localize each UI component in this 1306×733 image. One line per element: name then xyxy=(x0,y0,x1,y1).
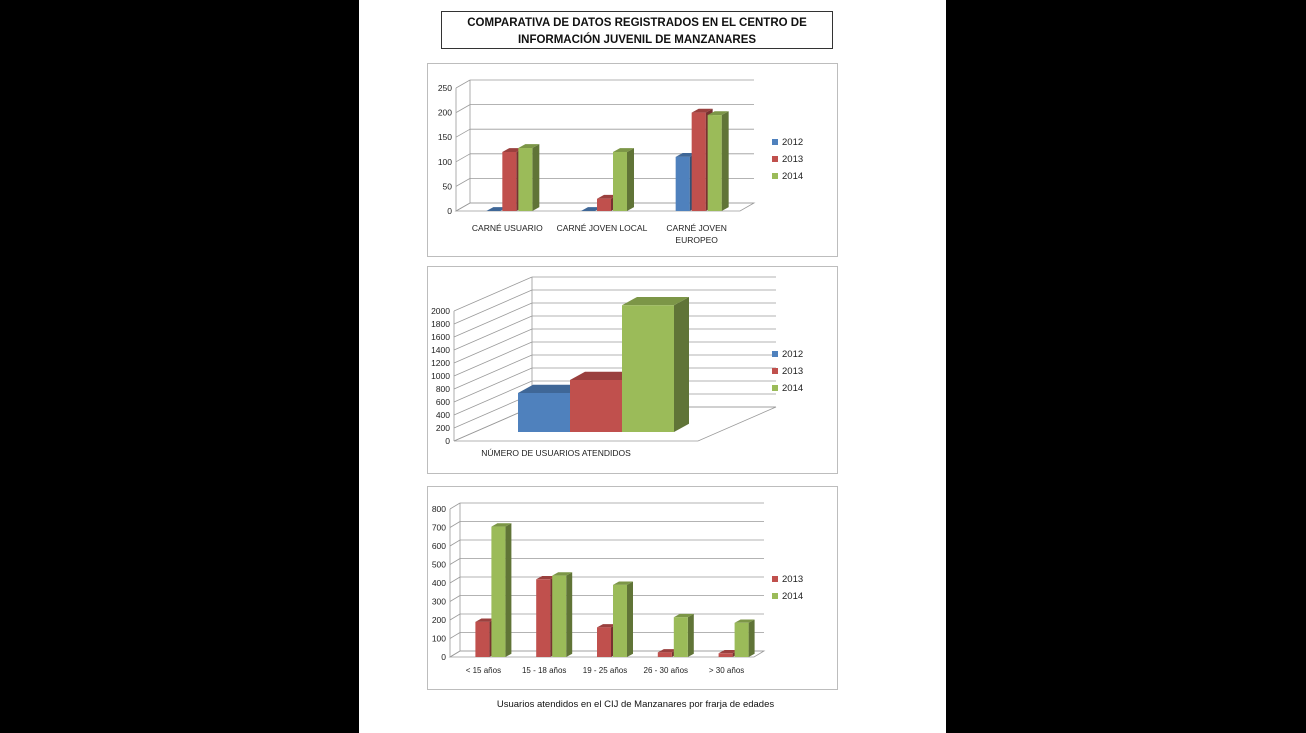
gridline-side xyxy=(450,633,460,639)
gridline-side xyxy=(450,503,460,509)
page-title xyxy=(441,11,833,49)
gridline-side xyxy=(456,105,470,113)
y-tick-label: 1400 xyxy=(431,345,450,355)
y-tick-label: 0 xyxy=(445,436,450,446)
y-tick-label: 200 xyxy=(431,615,446,625)
y-tick-label: 1800 xyxy=(431,319,450,329)
bar-side xyxy=(532,144,539,211)
y-tick-label: 600 xyxy=(435,397,450,407)
bar-front xyxy=(491,527,505,657)
gridline-side xyxy=(450,614,460,620)
bar-front xyxy=(708,115,722,211)
bar-side xyxy=(566,572,572,657)
y-tick-label: 100 xyxy=(437,156,452,167)
chart-age-groups xyxy=(427,486,838,690)
legend-swatch xyxy=(772,351,778,357)
legend-label: 2013 xyxy=(782,154,804,165)
bar xyxy=(613,148,634,211)
category-label: EUROPEO xyxy=(675,235,718,245)
gridline-side xyxy=(454,355,532,389)
y-tick-label: 400 xyxy=(435,410,450,420)
category-label: NÚMERO DE USUARIOS ATENDIDOS xyxy=(481,448,631,458)
y-tick-label: 300 xyxy=(431,596,446,607)
legend-swatch xyxy=(772,576,778,582)
y-tick-label: 700 xyxy=(431,522,446,533)
chart-carne-types xyxy=(427,63,838,257)
gridline-side xyxy=(454,329,532,363)
category-label: CARNÉ JOVEN LOCAL xyxy=(556,223,648,233)
bar-side xyxy=(627,148,634,211)
category-label: 26 - 30 años xyxy=(643,666,689,675)
legend-swatch xyxy=(772,593,778,599)
document-page xyxy=(359,0,946,733)
y-tick-label: 600 xyxy=(431,541,446,551)
y-tick-label: 500 xyxy=(431,559,446,570)
bar xyxy=(735,619,755,657)
y-tick-label: 1200 xyxy=(431,358,450,368)
bar-front xyxy=(622,305,674,432)
gridline-side xyxy=(456,80,470,88)
y-tick-label: 200 xyxy=(437,107,452,118)
y-tick-label: 800 xyxy=(435,384,450,394)
gridline-side xyxy=(456,129,470,137)
bar xyxy=(613,582,633,657)
category-label: 15 - 18 años xyxy=(521,666,567,675)
bar-side xyxy=(722,111,729,211)
legend-swatch xyxy=(772,156,778,162)
bar-front xyxy=(658,652,672,657)
gridline-side xyxy=(450,559,460,565)
y-tick-label: 800 xyxy=(431,504,446,514)
gridline-side xyxy=(450,577,460,583)
chart-carne-types-svg xyxy=(428,64,839,258)
bar xyxy=(518,144,539,211)
category-label: 19 - 25 años xyxy=(582,666,628,675)
gridline-side xyxy=(450,540,460,546)
bar-front xyxy=(570,380,622,432)
y-tick-label: 250 xyxy=(437,83,452,93)
bar-front xyxy=(597,199,611,211)
bar-front xyxy=(597,627,611,657)
y-tick-label: 2000 xyxy=(431,306,450,316)
bar-side xyxy=(674,297,689,432)
legend-swatch xyxy=(772,173,778,179)
bar-side xyxy=(627,582,633,657)
chart-users-attended-svg xyxy=(428,267,839,475)
chart-users-attended xyxy=(427,266,838,474)
chart-age-groups-svg xyxy=(428,487,839,691)
legend-label: 2014 xyxy=(782,383,804,394)
bar-front xyxy=(536,579,550,657)
y-tick-label: 1600 xyxy=(431,332,450,342)
bar-front xyxy=(518,393,570,432)
legend-label: 2012 xyxy=(782,349,804,360)
bar-front xyxy=(613,152,627,211)
bar-front xyxy=(735,623,749,657)
legend-label: 2013 xyxy=(782,366,804,377)
gridline-side xyxy=(454,290,532,324)
gridline-side xyxy=(456,154,470,162)
bar xyxy=(491,523,511,657)
gridline-side xyxy=(454,277,532,311)
y-tick-label: 0 xyxy=(441,652,446,662)
legend-swatch xyxy=(772,368,778,374)
y-tick-label: 200 xyxy=(435,423,450,433)
legend-label: 2013 xyxy=(782,574,804,585)
category-label: > 30 años xyxy=(708,666,745,675)
bar-front xyxy=(475,622,489,657)
bar xyxy=(674,614,694,657)
bar-front xyxy=(676,157,690,211)
bar-front xyxy=(613,585,627,657)
chart-caption: Usuarios atendidos en el CIJ de Manzanares por frarja de edades xyxy=(496,699,775,710)
legend-label: 2014 xyxy=(782,591,804,602)
category-label: CARNÉ USUARIO xyxy=(471,223,543,233)
y-tick-label: 400 xyxy=(431,578,446,588)
gridline-side xyxy=(450,522,460,528)
bar-front xyxy=(502,152,516,211)
category-label: CARNÉ JOVEN xyxy=(666,223,727,233)
gridline-side xyxy=(454,303,532,337)
gridline-side xyxy=(450,596,460,602)
legend-swatch xyxy=(772,385,778,391)
y-tick-label: 1000 xyxy=(431,371,450,381)
bar xyxy=(552,572,572,657)
page-title-line-2: INFORMACIÓN JUVENIL DE MANZANARES xyxy=(517,34,757,46)
bar-front xyxy=(674,617,688,657)
y-tick-label: 0 xyxy=(447,206,452,216)
legend-swatch xyxy=(772,139,778,145)
legend-label: 2012 xyxy=(782,137,804,148)
bar-side xyxy=(505,523,511,657)
gridline-side xyxy=(456,178,470,186)
gridline-side xyxy=(454,342,532,376)
bar xyxy=(708,111,729,211)
bar xyxy=(622,297,689,432)
y-tick-label: 50 xyxy=(442,181,452,192)
y-tick-label: 100 xyxy=(431,633,446,644)
bar-front xyxy=(552,576,566,657)
bar-front xyxy=(518,148,532,211)
bar-front xyxy=(692,113,706,211)
bar-side xyxy=(749,619,755,657)
category-label: < 15 años xyxy=(465,666,502,675)
bar-side xyxy=(688,614,694,657)
page-title-line-1: COMPARATIVA DE DATOS REGISTRADOS EN EL CENTRO DE xyxy=(467,17,807,29)
bar-front xyxy=(719,653,733,657)
y-tick-label: 150 xyxy=(437,132,452,143)
legend-label: 2014 xyxy=(782,171,804,182)
gridline-side xyxy=(454,316,532,350)
